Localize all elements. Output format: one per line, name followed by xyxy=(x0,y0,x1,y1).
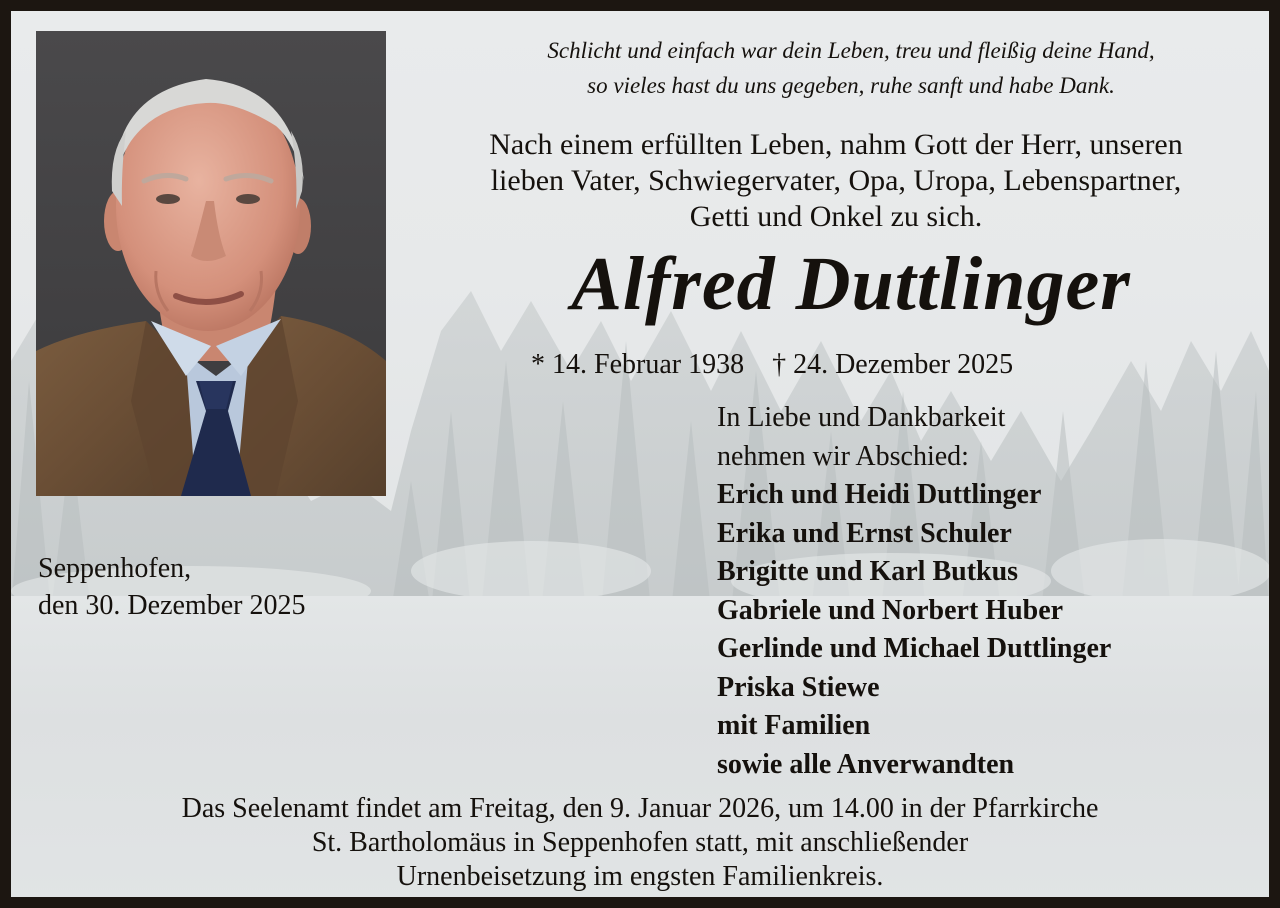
mourners-heading: nehmen wir Abschied: xyxy=(717,440,969,472)
verse-line: so vieles hast du uns gegeben, ruhe sanft und habe Dank. xyxy=(587,73,1115,98)
mourner-name: Gabriele und Norbert Huber xyxy=(717,594,1064,626)
mourners-heading: In Liebe und Dankbarkeit xyxy=(717,402,1006,433)
announcement-line: lieben Vater, Schwiegervater, Opa, Uropa, Lebenspartner, xyxy=(490,164,1182,197)
portrait-photo xyxy=(36,31,386,496)
place: Seppenhofen, xyxy=(38,553,192,584)
service-line: Urnenbeisetzung im engsten Familienkreis. xyxy=(396,861,884,892)
mourner-name: sowie alle Anverwandten xyxy=(717,748,1015,780)
mourner-name: Erika und Ernst Schuler xyxy=(717,517,1012,549)
verse-line: Schlicht und einfach war dein Leben, treu und fleißig deine Hand, xyxy=(547,38,1155,63)
mourners-list xyxy=(717,399,1111,784)
service-line: St. Bartholomäus in Seppenhofen statt, mit anschließender xyxy=(311,827,969,858)
mourner-name: Brigitte und Karl Butkus xyxy=(717,556,1019,587)
mourner-name: Gerlinde und Michael Duttlinger xyxy=(717,633,1112,664)
announcement-line: Getti und Onkel zu sich. xyxy=(689,200,983,233)
death-date: † 24. Dezember 2025 xyxy=(772,349,1014,380)
life-dates xyxy=(531,347,1013,383)
mourner-name: Priska Stiewe xyxy=(717,671,880,703)
place-and-date xyxy=(38,550,305,624)
date: den 30. Dezember 2025 xyxy=(38,590,306,621)
announcement-text xyxy=(411,127,1261,235)
service-line: Das Seelenamt findet am Freitag, den 9. Januar 2026, um 14.00 in der Pfarrkirche xyxy=(181,793,1099,824)
birth-date: * 14. Februar 1938 xyxy=(531,349,745,380)
mourner-name: Erich und Heidi Duttlinger xyxy=(717,479,1042,510)
deceased-name: Alfred Duttlinger xyxy=(571,242,1131,326)
service-announcement xyxy=(31,792,1249,894)
mourner-name: mit Familien xyxy=(717,710,871,741)
announcement-line: Nach einem erfüllten Leben, nahm Gott der Herr, unseren xyxy=(489,128,1183,161)
memorial-verse xyxy=(451,33,1251,103)
